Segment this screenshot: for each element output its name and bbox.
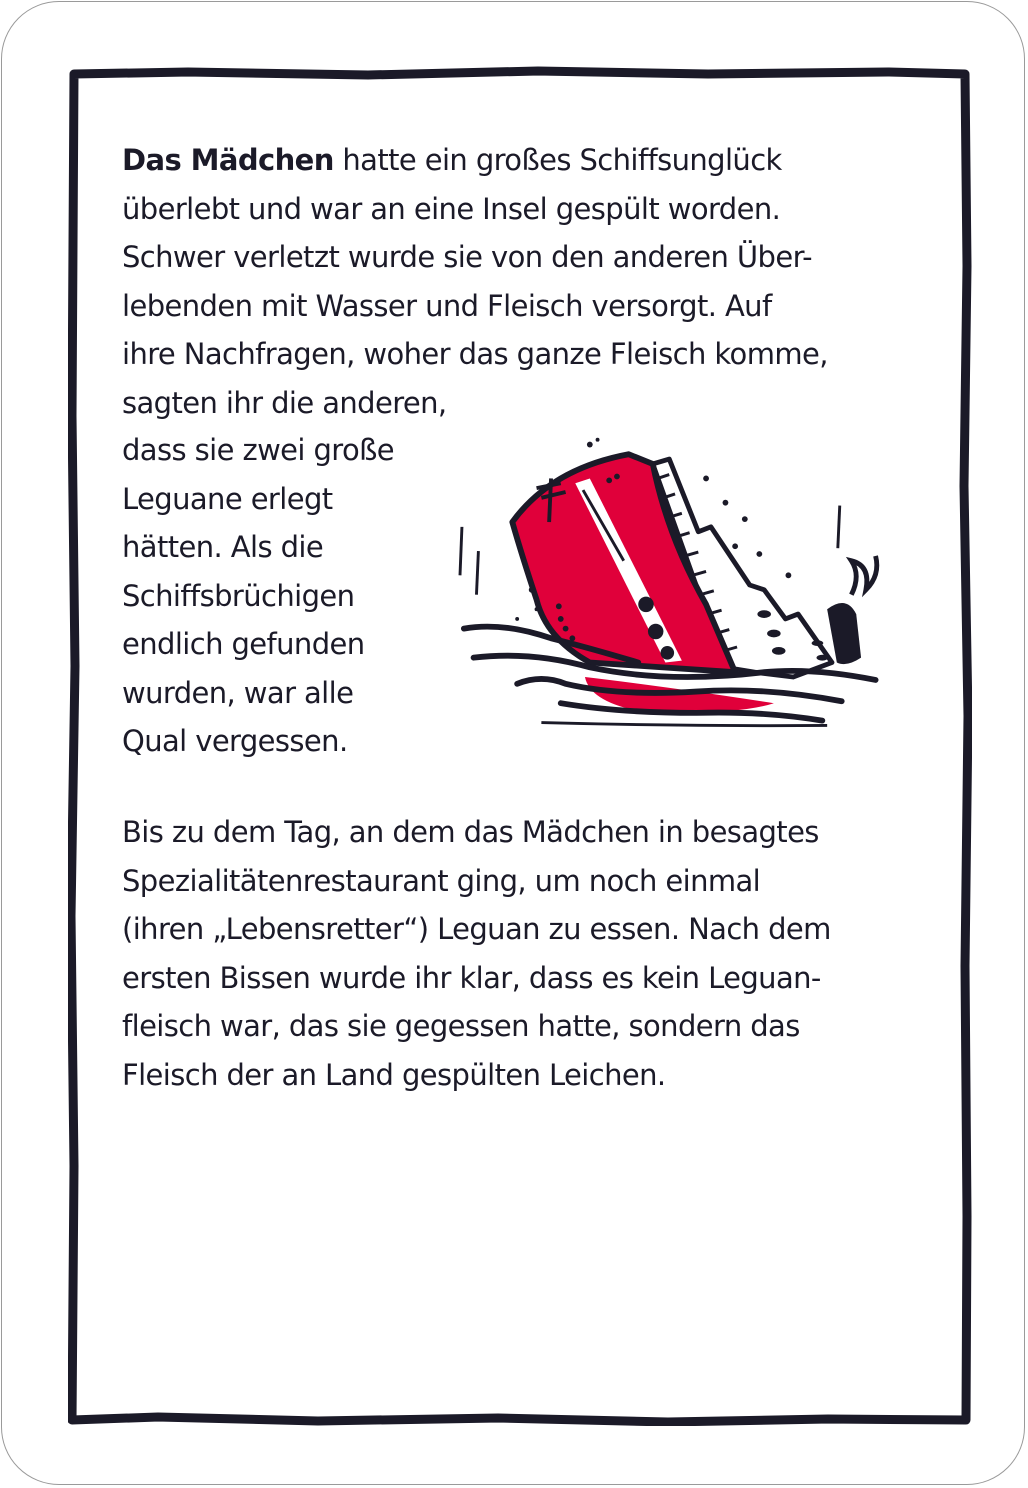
paragraph-line: (ihren „Lebensretter“) Leguan zu essen. Nach dem <box>122 912 831 946</box>
paragraph-line: überlebt und war an eine Insel gespült worden. <box>122 191 781 226</box>
story-card <box>1 1 1025 1485</box>
paragraph-line: Leguane erlegt <box>122 481 333 516</box>
story-lead-bold: Das Mädchen <box>122 143 334 177</box>
paragraph-line: wurden, war alle <box>122 675 354 710</box>
sinking-ship-icon <box>442 430 912 740</box>
paragraph-line: Qual vergessen. <box>122 724 348 758</box>
line-text: hatte ein großes Schiffsunglück <box>333 143 782 177</box>
story-paragraph-1 <box>122 136 942 427</box>
paragraph-line <box>122 136 942 185</box>
paragraph-line: Bis zu dem Tag, an dem das Mädchen in besagtes <box>122 815 819 849</box>
paragraph-line: Schiffsbrüchigen <box>122 578 355 613</box>
paragraph-line: ersten Bissen wurde ihr klar, dass es kein Leguan- <box>122 960 821 995</box>
paragraph-line: lebenden mit Wasser und Fleisch versorgt. Auf <box>122 288 772 323</box>
story-paragraph-2 <box>122 808 942 1099</box>
paragraph-line: sagten ihr die anderen, <box>122 385 447 420</box>
paragraph-line: dass sie zwei große <box>122 433 395 467</box>
paragraph-line: Spezialitätenrestaurant ging, um noch einmal <box>122 863 761 898</box>
paragraph-line: hätten. Als die <box>122 530 324 564</box>
paragraph-line: Fleisch der an Land gespülten Leichen. <box>122 1057 666 1092</box>
paragraph-line: ihre Nachfragen, woher das ganze Fleisch komme, <box>122 337 828 371</box>
paragraph-line: fleisch war, das sie gegessen hatte, sondern das <box>122 1009 800 1043</box>
paragraph-line: endlich gefunden <box>122 627 365 661</box>
paragraph-line: Schwer verletzt wurde sie von den anderen Über- <box>122 240 812 274</box>
